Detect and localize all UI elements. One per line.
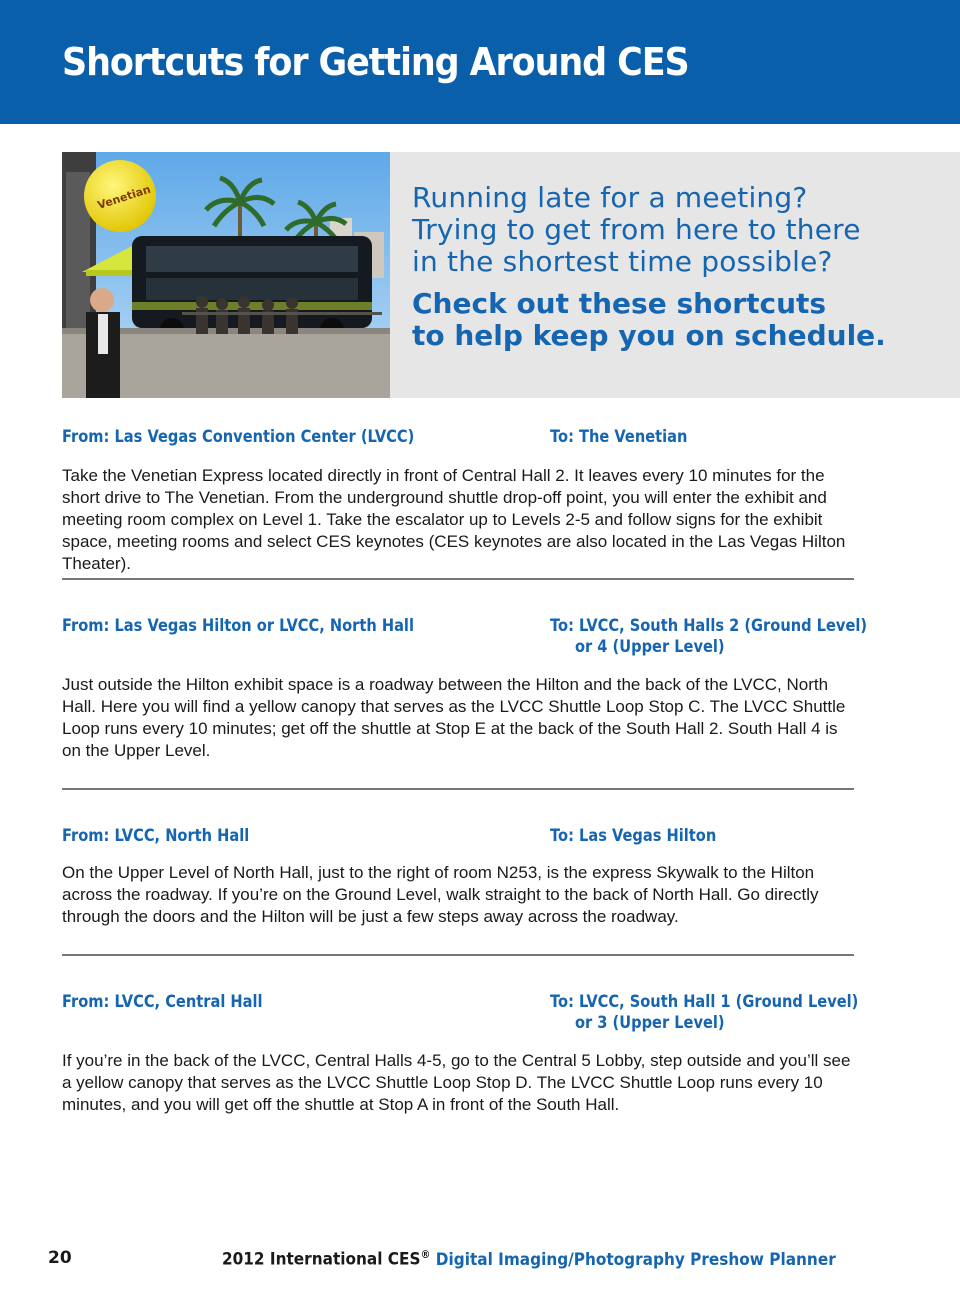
hero-question-line: Trying to get from here to there bbox=[412, 213, 861, 246]
hero-cta-line: to help keep you on schedule. bbox=[412, 319, 886, 352]
section-divider bbox=[62, 788, 854, 790]
hero-banner bbox=[62, 152, 960, 398]
route-to-line: or 3 (Upper Level) bbox=[574, 1013, 725, 1033]
route-to bbox=[550, 427, 687, 448]
route-to-line: or 4 (Upper Level) bbox=[574, 637, 725, 657]
route-description: On the Upper Level of North Hall, just to the right of room N253, is the express Skywalk to the Hilton across the roadway. If you’re on the Ground Level, walk straight to the back of North Hall. Go directly through the doors and the Hilton will be just a few steps away across the roadway. bbox=[62, 863, 819, 926]
section-divider bbox=[62, 954, 854, 956]
shortcut-section bbox=[62, 992, 859, 1122]
registered-mark: ® bbox=[420, 1248, 431, 1261]
route-description: Take the Venetian Express located directly in front of Central Hall 2. It leaves every 10 minutes for the short drive to The Venetian. From the underground shuttle drop-off point, you will enter the exhibit and meeting room complex on Level 1. Take the escalator up to Levels 2-5 and follow signs for the exhibit space, meeting rooms and select CES keynotes (CES keynotes are also located in the Las Vegas Hilton Theater). bbox=[62, 466, 846, 573]
hero-question bbox=[412, 182, 952, 278]
route-to-line: To: The Venetian bbox=[550, 427, 688, 447]
hero-question-line: in the shortest time possible? bbox=[412, 245, 833, 278]
footer-subtitle: Digital Imaging/Photography Preshow Planner bbox=[435, 1249, 836, 1270]
route-from: From: LVCC, Central Hall bbox=[62, 992, 263, 1012]
shortcut-section bbox=[62, 826, 854, 936]
page-footer bbox=[0, 1248, 960, 1272]
route-from: From: LVCC, North Hall bbox=[62, 826, 250, 846]
route-to bbox=[550, 826, 716, 847]
page-number: 20 bbox=[48, 1248, 72, 1268]
section-divider bbox=[62, 578, 854, 580]
route-from: From: Las Vegas Convention Center (LVCC) bbox=[62, 427, 415, 447]
page-header bbox=[0, 0, 960, 124]
hero-copy bbox=[412, 182, 952, 352]
route-description: Just outside the Hilton exhibit space is a roadway between the Hilton and the back of the LVCC, North Hall. Here you will find a yellow canopy that serves as the LVCC Shuttle Loop Stop C. The LVCC Shuttle Loop runs every 10 minutes; get off the shuttle at Stop E at the back of the South Hall 2. South Hall 4 is on the Upper Level. bbox=[62, 675, 846, 760]
route-to-line: To: LVCC, South Halls 2 (Ground Level) bbox=[550, 616, 868, 636]
footer-publication: 2012 International CES bbox=[222, 1249, 421, 1270]
route-to bbox=[550, 992, 858, 1034]
hero-cta-line: Check out these shortcuts bbox=[412, 287, 827, 320]
route-to-line: To: LVCC, South Hall 1 (Ground Level) bbox=[550, 992, 859, 1012]
route-from: From: Las Vegas Hilton or LVCC, North Hall bbox=[62, 616, 414, 636]
shortcut-section bbox=[62, 616, 868, 766]
shortcut-section bbox=[62, 427, 854, 573]
route-description: If you’re in the back of the LVCC, Central Halls 4-5, go to the Central 5 Lobby, step outside and you’ll see a yellow canopy that serves as the LVCC Shuttle Loop Stop D. The LVCC Shuttle Loop runs every 10 minutes, and you will get off the shuttle at Stop A in front of the South Hall. bbox=[62, 1051, 851, 1114]
page-title: Shortcuts for Getting Around CES bbox=[62, 40, 689, 84]
balloon-label: Venetian bbox=[95, 182, 153, 212]
hero-question-line: Running late for a meeting? bbox=[412, 181, 808, 214]
footer-title bbox=[222, 1248, 836, 1270]
hero-call-to-action bbox=[412, 288, 952, 352]
route-to bbox=[550, 616, 867, 658]
route-to-line: To: Las Vegas Hilton bbox=[550, 826, 717, 846]
shuttle-bus-photo bbox=[62, 152, 390, 398]
